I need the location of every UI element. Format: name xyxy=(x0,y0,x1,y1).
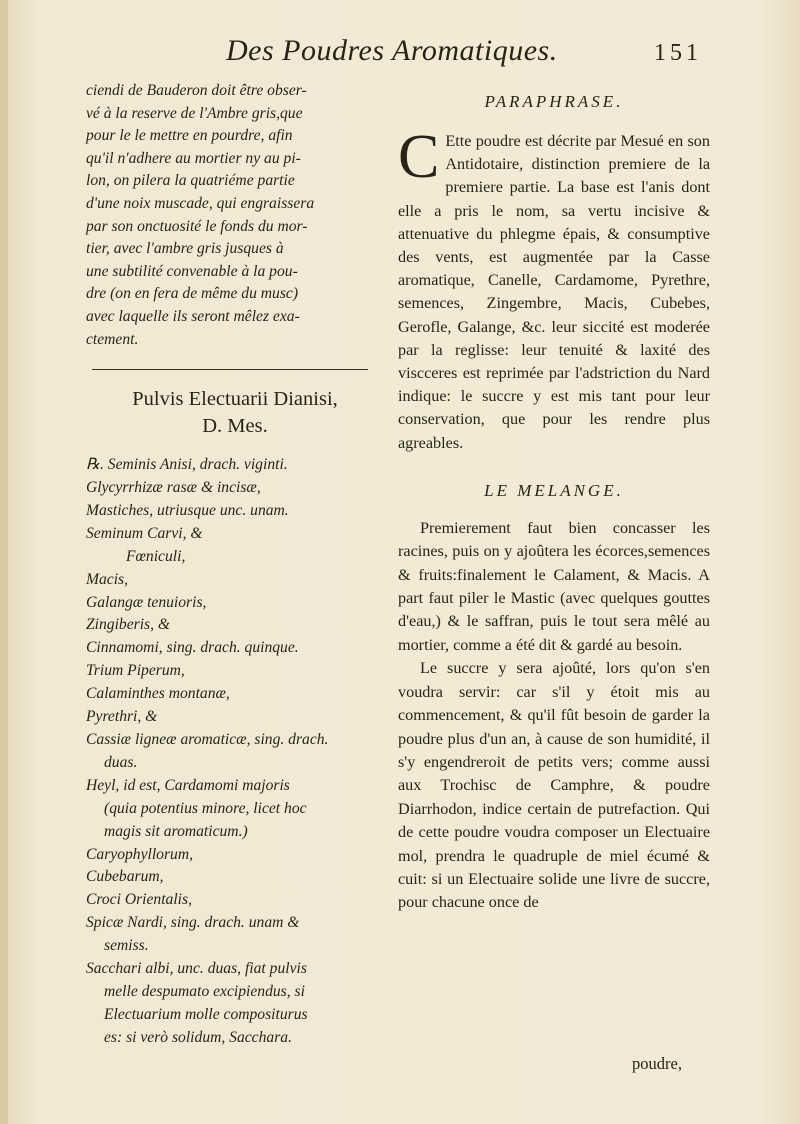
catchword: poudre, xyxy=(632,1054,682,1073)
recipe-title xyxy=(86,386,384,440)
recipe-line: (quia potentius minore, licet hoc xyxy=(104,799,307,817)
recipe-list xyxy=(86,454,384,1050)
recipe-line: melle despumato excipiendus, si xyxy=(104,982,305,1000)
drop-cap: C xyxy=(398,123,440,191)
paraphrase-heading: PARAPHRASE. xyxy=(484,92,624,111)
recipe-line: Caryophyllorum, xyxy=(86,845,193,863)
continued-text-line: pour le le mettre en pourdre, afin xyxy=(86,127,293,145)
melange-body xyxy=(398,517,710,915)
recipe-line: Seminum Carvi, & xyxy=(86,524,203,542)
continued-text-line: vé à la reserve de l'Ambre gris,que xyxy=(86,104,303,122)
melange-paragraph-2: Le succre y sera ajoûté, lors qu'on s'en voudra servir: car s'il y étoit mis au commencement, & qu'il fût besoin de garder la poudre plus d'un an, à cause de son humidité, il s'y engendreroit de petits vers; comme aussi aux Trochisc de Camphre, & poudre Diarrhodon, indice certain de putrefaction. Qui de cette poudre voudra composer un Electuaire mol, prendra le quadruple de miel écumé & cuit: si un Electuaire solide une livre de succre, pour chacune once de xyxy=(398,659,710,912)
recipe-line: ℞. Seminis Anisi, drach. viginti. xyxy=(86,456,288,474)
recipe-line: Croci Orientalis, xyxy=(86,891,192,909)
recipe-line: Calaminthes montanæ, xyxy=(86,685,230,703)
section-divider xyxy=(92,369,368,370)
recipe-line: Cubebarum, xyxy=(86,868,164,886)
continued-text-line: par son onctuosité le fonds du mor- xyxy=(86,217,308,235)
page-edge xyxy=(0,0,8,1124)
continued-text-line: ciendi de Bauderon doit être obser- xyxy=(86,82,307,99)
recipe-line: Spicæ Nardi, sing. drach. unam & xyxy=(86,914,300,932)
recipe-line: Cinnamomi, sing. drach. quinque. xyxy=(86,639,299,657)
recipe-line: semiss. xyxy=(104,937,149,955)
left-column xyxy=(86,80,384,1050)
paraphrase-text: Ette poudre est décrite par Mesué en son Antidotaire, distinction premiere de la premiere partie. La base est l'anis dont elle a pris le nom, sa vertu incisive & attenuative du phlegme épais, & consumptive des vents, est augmentée par la Casse aromatique, Canelle, Cardamome, Pyrethre, semences, Zingembre, Macis, Cubebes, Gerofle, Galange, &c. leur siccité est moderée par la reglisse: leur tenuité & laxité des viscceres est reprimée par l'adstriction du Nard indique: le succre y est mis tant pour leur conservation, que pour les rendre plus agreables. xyxy=(398,132,710,452)
paraphrase-body xyxy=(398,123,710,455)
continued-text-line: dre (on en fera de même du musc) xyxy=(86,285,299,303)
recipe-title-line-2: D. Mes. xyxy=(202,415,268,438)
recipe-line: Electuarium molle compositurus xyxy=(104,1005,308,1023)
recipe-line: duas. xyxy=(104,753,138,771)
recipe-line: Zingiberis, & xyxy=(86,616,171,634)
melange-heading: LE MELANGE. xyxy=(484,480,624,500)
melange-paragraph-1: Premierement faut bien concasser les racines, puis on y ajoûtera les écorces,semences & fruits:finalement le Calament, & Macis. A part faut piler le Mastic (avec quelques gouttes d'eau,) & le saffran, puis le tout sera mêlé au mortier, comme a été dit & gardé au besoin. xyxy=(398,518,710,654)
recipe-line: es: si verò solidum, Sacchara. xyxy=(104,1028,292,1046)
page-number: 151 xyxy=(654,40,702,66)
recipe-line: Macis, xyxy=(86,570,129,588)
running-head-title: Des Poudres Aromatiques. xyxy=(226,34,558,67)
recipe-line: Heyl, id est, Cardamomi majoris xyxy=(86,776,290,794)
continued-text-line: avec laquelle ils seront mêlez exa- xyxy=(86,307,300,325)
continued-text-line: une subtilité convenable à la pou- xyxy=(86,262,298,280)
right-column xyxy=(398,92,710,915)
recipe-line: Sacchari albi, unc. duas, fiat pulvis xyxy=(86,960,307,978)
recipe-line: Mastiches, utriusque unc. unam. xyxy=(86,501,289,519)
continued-text xyxy=(86,80,384,351)
recipe-line: Fœniculi, xyxy=(126,547,186,565)
recipe-title-line-1: Pulvis Electuarii Dianisi, xyxy=(132,388,338,411)
continued-text-line: qu'il n'adhere au mortier ny au pi- xyxy=(86,149,301,167)
recipe-line: Galangæ tenuioris, xyxy=(86,593,207,611)
recipe-line: Glycyrrhizæ rasæ & incisæ, xyxy=(86,479,261,497)
recipe-line: Cassiæ ligneæ aromaticæ, sing. drach. xyxy=(86,731,329,748)
recipe-line: magis sit aromaticum.) xyxy=(104,822,248,840)
recipe-line: Pyrethri, & xyxy=(86,708,158,726)
continued-text-line: tier, avec l'ambre gris jusques à xyxy=(86,240,284,258)
continued-text-line: lon, on pilera la quatriéme partie xyxy=(86,172,295,190)
continued-text-line: ctement. xyxy=(86,330,139,348)
continued-text-line: d'une noix muscade, qui engraissera xyxy=(86,194,315,212)
recipe-line: Trium Piperum, xyxy=(86,662,185,680)
